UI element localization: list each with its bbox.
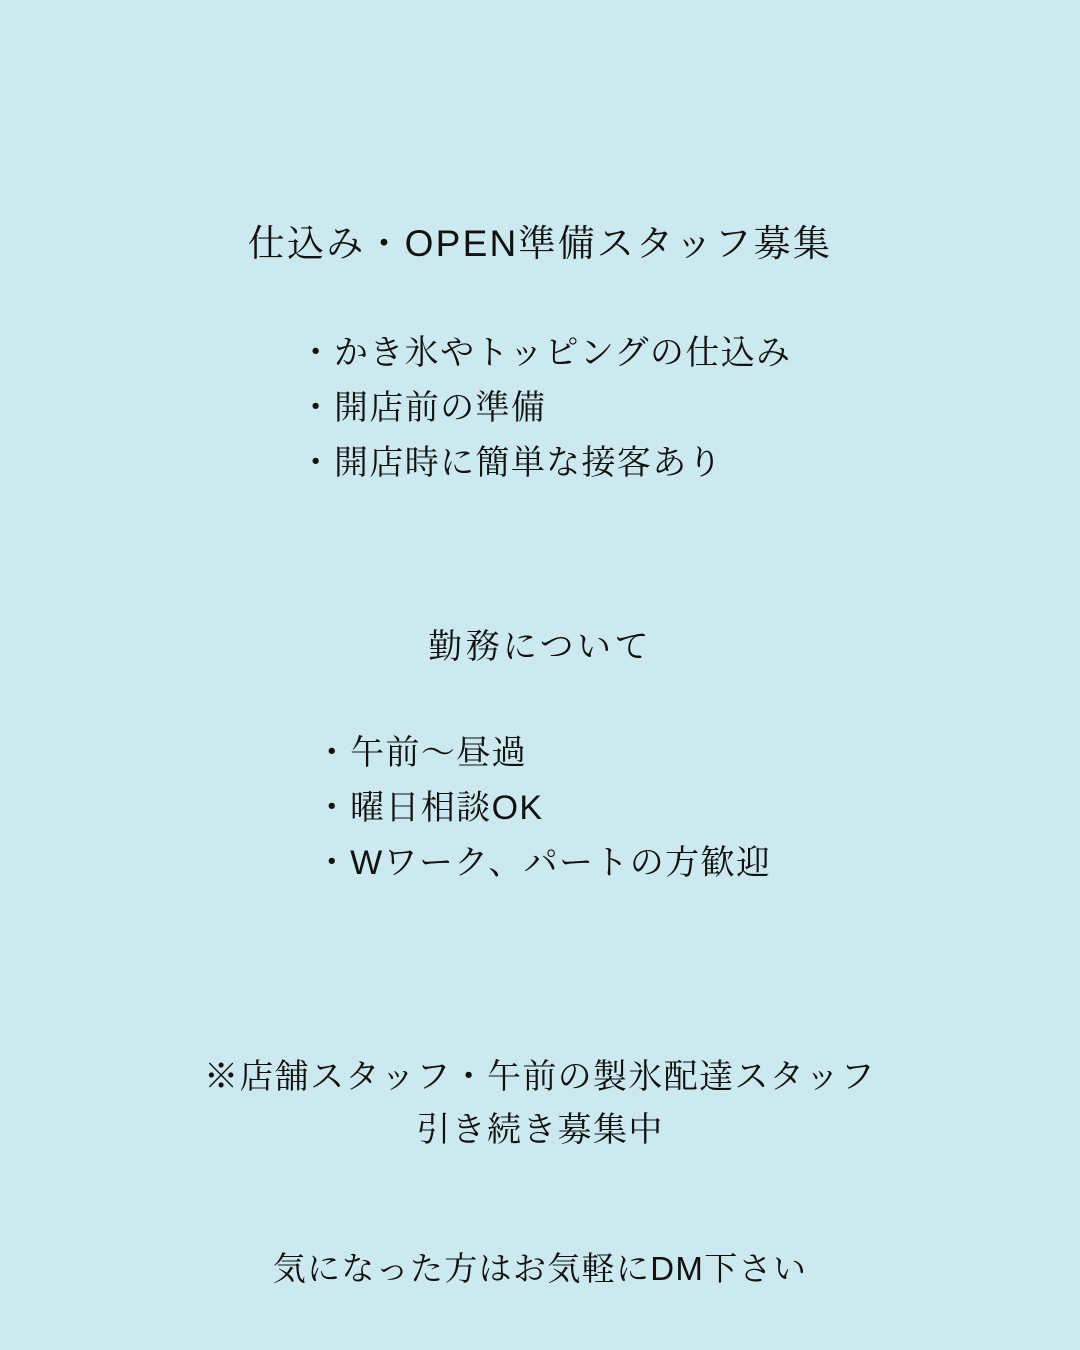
list-item: ・開店前の準備 <box>298 388 547 427</box>
additional-note <box>204 1051 876 1156</box>
list-item: ・かき氷やトッピングの仕込み <box>298 333 792 372</box>
note-line: ※店舗スタッフ・午前の製氷配達スタッフ <box>204 1058 876 1097</box>
list-item: ・Wワーク、パートの方歓迎 <box>314 844 772 883</box>
contact-call-to-action: 気になった方はお気軽にDM下さい <box>272 1249 808 1287</box>
section-heading-work-conditions: 勤務について <box>428 628 652 667</box>
note-line: 引き続き募集中 <box>416 1110 664 1149</box>
list-item: ・曜日相談OK <box>314 789 544 828</box>
list-item: ・開店時に簡単な接客あり <box>298 443 723 482</box>
page-title: 仕込み・OPEN準備スタッフ募集 <box>247 223 833 264</box>
list-item: ・午前〜昼過 <box>314 734 527 773</box>
duties-list <box>299 326 792 491</box>
conditions-list <box>315 726 771 891</box>
